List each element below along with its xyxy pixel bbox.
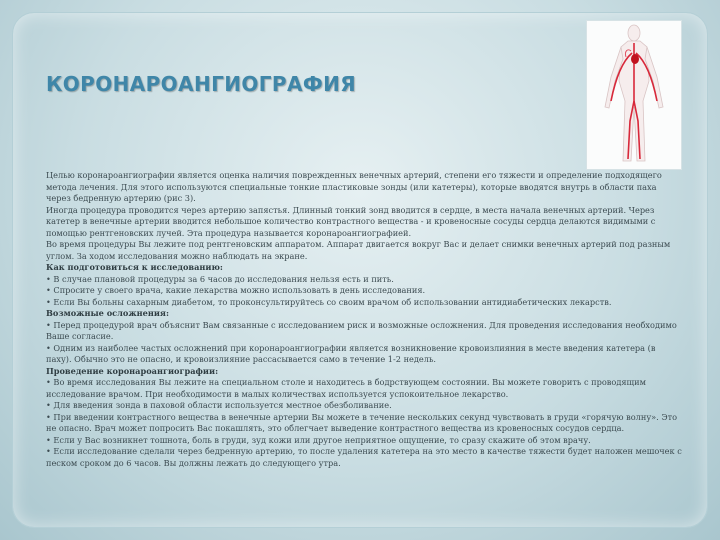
- section-heading-procedure: Проведение коронароангиографии:: [46, 365, 219, 376]
- bullet-item: • При введении контрастного вещества в венечные артерии Вы можете в течение нескольких секунд чувствовать в груди «горячую волну». Это не опасно. Врач может попросить Вас покашлять, это облегчает выведение контрастного вещества из кровеносных сосудов сердца.: [46, 411, 678, 433]
- bullet-item: • Перед процедурой врач объяснит Вам связанные с исследованием риск и возможные осложнения. Для проведения исследования необходимо Ваше согласие.: [46, 319, 677, 341]
- section-heading-complications: Возможные осложнения:: [46, 308, 169, 318]
- bullet-item: • Во время исследования Вы лежите на специальном столе и находитесь в бодрствующем состоянии. Вы можете говорить с проводящим исследование врачом. При необходимости в малых количествах используется успокоительное лекарство.: [46, 377, 646, 399]
- paragraph: Иногда процедура проводится через артерию запястья. Длинный тонкий зонд вводится в сердце, в места начала венечных артерий. Через катетер в венечные артерии вводится небольшое количество контрастного вещества - и кровеносные сосуды сердца делаются видимыми с помощью рентгеновских лучей. Эта процедура называется коронароангиографией.: [46, 204, 656, 238]
- bullet-item: • В случае плановой процедуры за 6 часов до исследования нельзя есть и пить.: [46, 273, 394, 284]
- body-figure-image: [586, 20, 682, 170]
- human-body-illustration: [587, 21, 681, 169]
- section-heading-preparation: Как подготовиться к исследованию:: [46, 262, 223, 272]
- bullet-item: • Спросите у своего врача, какие лекарства можно использовать в день исследования.: [46, 285, 426, 295]
- bullet-item: • Если исследование сделали через бедренную артерию, то после удаления катетера на это место в качестве тяжести будет наложен мешочек с песком сроком до 6 часов. Вы должны лежать до следующего утра.: [46, 446, 682, 468]
- bullet-item: • Одним из наиболее частых осложнений при коронароангиографии является возникновение кровоизлияния в месте введения катетера (в паху). Обычно это не опасно, и кровоизлияние рассасывается само в течение 1-2 недель.: [46, 342, 656, 364]
- bullet-item: • Если у Вас возникнет тошнота, боль в груди, зуд кожи или другое неприятное ощущение, то сразу скажите об этом врачу.: [46, 434, 591, 445]
- paragraph: Целью коронароангиографии является оценка наличия поврежденных венечных артерий, степени его тяжести и определение подходящего метода лечения. Для этого используются специальные тонкие пластиковые зонды (или катетеры), которые вводятся внутрь в области паха через бедренную артерию (рис 3).: [46, 170, 662, 203]
- slide-title: КОРОНАРОАНГИОГРАФИЯ: [46, 72, 357, 96]
- bullet-item: • Для введения зонда в паховой области используется местное обезболивание.: [46, 400, 392, 410]
- paragraph: Во время процедуры Вы лежите под рентгеновским аппаратом. Аппарат двигается вокруг Вас и делает снимки венечных артерий под разным углом. За ходом исследования можно наблюдать на экране.: [46, 239, 671, 261]
- bullet-item: • Если Вы больны сахарным диабетом, то проконсультируйтесь со своим врачом об использовании антидиабетических лекарств.: [46, 296, 612, 307]
- body-text: [46, 170, 682, 469]
